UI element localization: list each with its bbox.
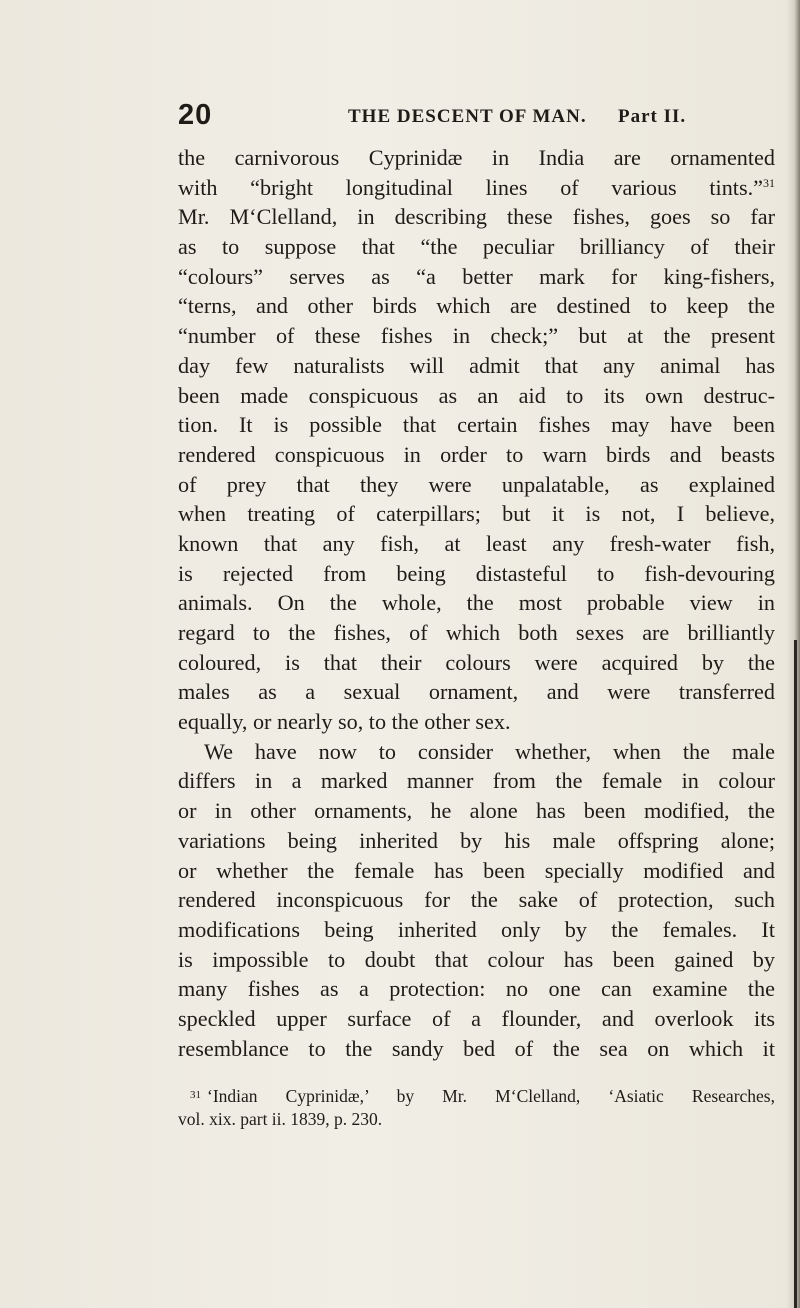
text-line: many fishes as a protection: no one can examine the [178, 976, 775, 1002]
text-line: of prey that they were unpalatable, as explained [178, 471, 775, 497]
body-text [178, 143, 775, 1063]
text-line: resemblance to the sandy bed of the sea on which it [178, 1035, 775, 1061]
paragraph-start-line: We have now to consider whether, when the male [204, 738, 775, 764]
text-line: day few naturalists will admit that any animal has [178, 352, 775, 378]
page-edge-shadow [786, 0, 800, 1308]
text-line: is rejected from being distasteful to fish-devouring [178, 560, 775, 586]
text-line: modifications being inherited only by the females. It [178, 916, 775, 942]
text-line: “number of these fishes in check;” but at the present [178, 323, 775, 349]
text-line: “colours” serves as “a better mark for king-fishers, [178, 263, 775, 289]
page-number: 20 [178, 99, 213, 131]
part-label: Part II. [618, 106, 687, 127]
text-line: Mr. M‘Clelland, in describing these fishes, goes so far [178, 204, 775, 230]
text-line: tion. It is possible that certain fishes may have been [178, 412, 775, 438]
text-line: coloured, is that their colours were acquired by the [178, 649, 775, 675]
footnote-line: vol. xix. part ii. 1839, p. 230. [178, 1109, 383, 1129]
text-line: when treating of caterpillars; but it is not, I believe, [178, 501, 775, 527]
footnote [178, 1084, 775, 1131]
text-line: the carnivorous Cyprinidæ in India are ornamented [178, 145, 775, 170]
text-line: or whether the female has been specially modified and [178, 857, 775, 883]
text-line: rendered conspicuous in order to warn birds and beasts [178, 441, 775, 467]
text-line: animals. On the whole, the most probable view in [178, 590, 775, 616]
page-header [178, 100, 778, 140]
text-line-with-footnote-ref: with “bright longitudinal lines of various tints.”$^{31}$ [178, 174, 775, 200]
text-line: or in other ornaments, he alone has been modified, the [178, 798, 775, 824]
text-line: males as a sexual ornament, and were transferred [178, 679, 775, 705]
text-line: been made conspicuous as an aid to its own destruc- [178, 382, 775, 408]
text-line: differs in a marked manner from the female in colour [178, 768, 775, 794]
footnote-marker: 31 [190, 1089, 201, 1101]
page-edge-line [794, 640, 797, 1308]
footnote-reference[interactable]: 31 [763, 175, 775, 190]
text-line: is impossible to doubt that colour has been gained by [178, 946, 775, 972]
paragraph-end-line: equally, or nearly so, to the other sex. [178, 709, 511, 735]
text-line: variations being inherited by his male offspring alone; [178, 827, 775, 853]
text-line: rendered inconspicuous for the sake of protection, such [178, 887, 775, 913]
text-line: regard to the fishes, of which both sexes are brilliantly [178, 620, 775, 645]
text-line: known that any fish, at least any fresh-water fish, [178, 530, 775, 556]
text-line: “terns, and other birds which are destined to keep the [178, 293, 775, 319]
running-title: THE DESCENT OF MAN. [348, 106, 587, 127]
footnote-line: $^{31}$ ‘Indian Cyprinidæ,’ by Mr. M‘Clelland, ‘Asiatic Researches, [190, 1086, 775, 1106]
text-line: speckled upper surface of a flounder, and overlook its [178, 1005, 775, 1031]
text-line: as to suppose that “the peculiar brilliancy of their [178, 234, 775, 260]
